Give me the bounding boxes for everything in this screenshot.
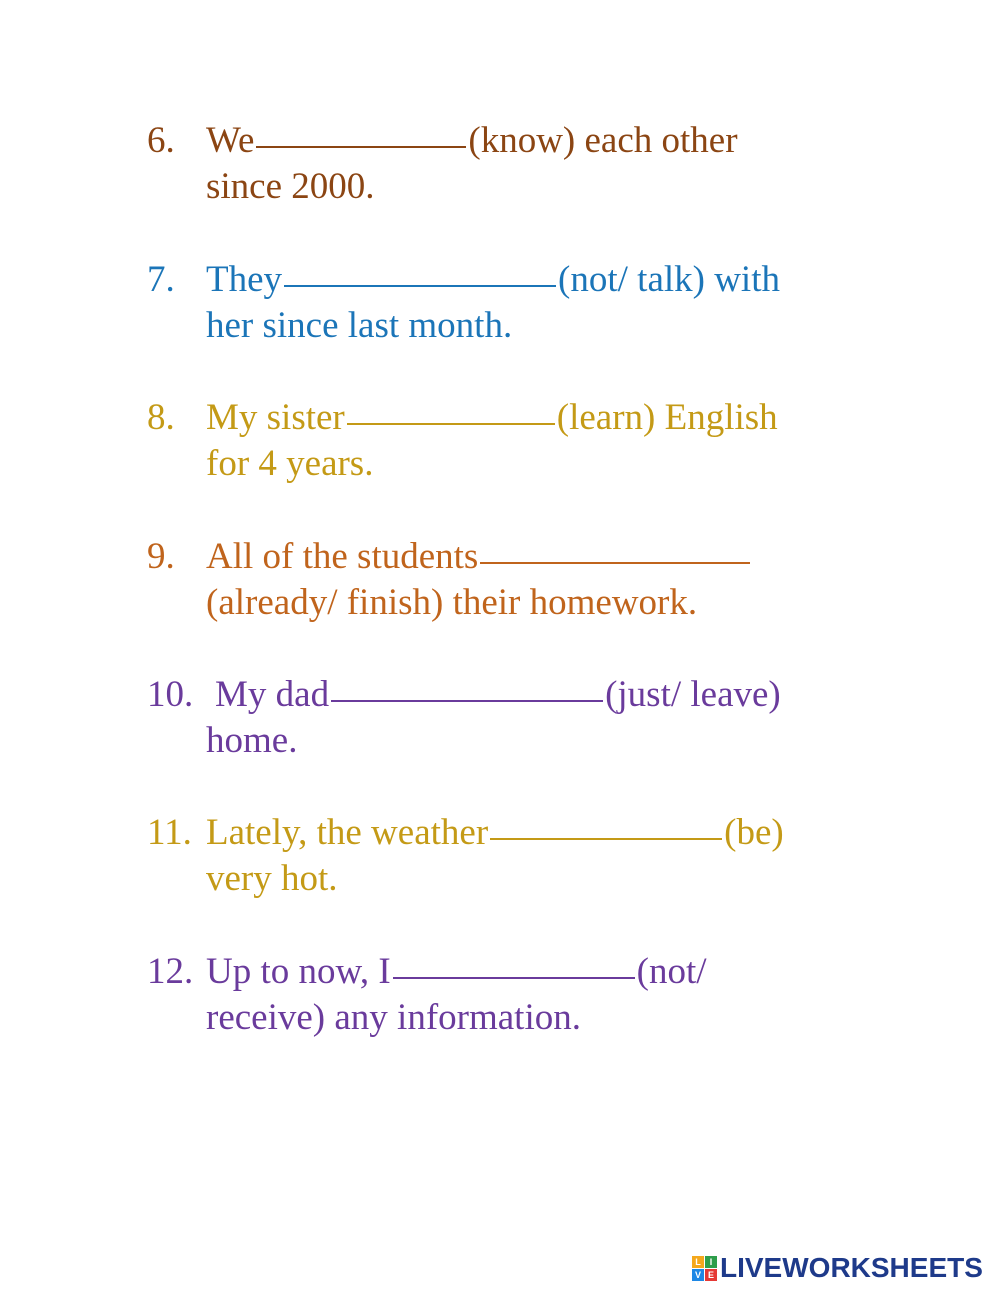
question-number: 6.: [147, 120, 175, 161]
question-7: [147, 257, 907, 349]
logo-mark-letter: I: [705, 1256, 717, 1268]
liveworksheets-logo[interactable]: [692, 1252, 983, 1284]
question-8: [147, 395, 907, 487]
question-text-continuation: very hot.: [206, 858, 338, 899]
question-text-continuation: receive) any information.: [206, 997, 581, 1038]
question-number: 8.: [147, 397, 175, 438]
logo-mark-letter: E: [705, 1269, 717, 1281]
question-text-before: My sister: [206, 397, 345, 438]
question-text-after: (learn) English: [556, 397, 778, 438]
question-11: [147, 810, 907, 902]
question-text-before: Lately, the weather: [206, 812, 489, 853]
question-text-continuation: (already/ finish) their homework.: [206, 582, 698, 623]
answer-blank-9[interactable]: [480, 534, 750, 564]
question-number: 11.: [147, 812, 192, 853]
question-text-before: They: [206, 259, 283, 300]
question-10: [147, 672, 907, 764]
question-number: 12.: [147, 951, 194, 992]
question-text-before: My dad: [215, 674, 330, 715]
question-6: [147, 118, 907, 210]
question-text-continuation: home.: [206, 720, 298, 761]
question-text-continuation: for 4 years.: [206, 443, 374, 484]
question-text-after: (not/: [636, 951, 707, 992]
question-number: 10.: [147, 674, 194, 715]
question-text-continuation: since 2000.: [206, 166, 375, 207]
question-text-after: (not/ talk) with: [558, 259, 780, 300]
question-text-after: (just/ leave): [605, 674, 781, 715]
question-text-after: (know) each other: [468, 120, 738, 161]
question-text-after: (be): [724, 812, 784, 853]
logo-mark-letter: L: [692, 1256, 704, 1268]
logo-text: LIVEWORKSHEETS: [720, 1252, 983, 1283]
question-number: 7.: [147, 259, 175, 300]
liveworksheets-logo-icon: [692, 1256, 717, 1281]
question-text-continuation: her since last month.: [206, 305, 513, 346]
answer-blank-12[interactable]: [393, 949, 635, 979]
question-9: [147, 534, 907, 626]
question-text-before: All of the students: [206, 536, 479, 577]
answer-blank-11[interactable]: [490, 810, 722, 840]
question-number: 9.: [147, 536, 175, 577]
answer-blank-7[interactable]: [284, 257, 556, 287]
question-12: [147, 949, 907, 1041]
question-text-before: Up to now, I: [206, 951, 391, 992]
answer-blank-6[interactable]: [256, 118, 466, 148]
logo-mark-letter: V: [692, 1269, 704, 1281]
answer-blank-10[interactable]: [331, 672, 603, 702]
question-text-before: We: [206, 120, 255, 161]
answer-blank-8[interactable]: [347, 395, 555, 425]
